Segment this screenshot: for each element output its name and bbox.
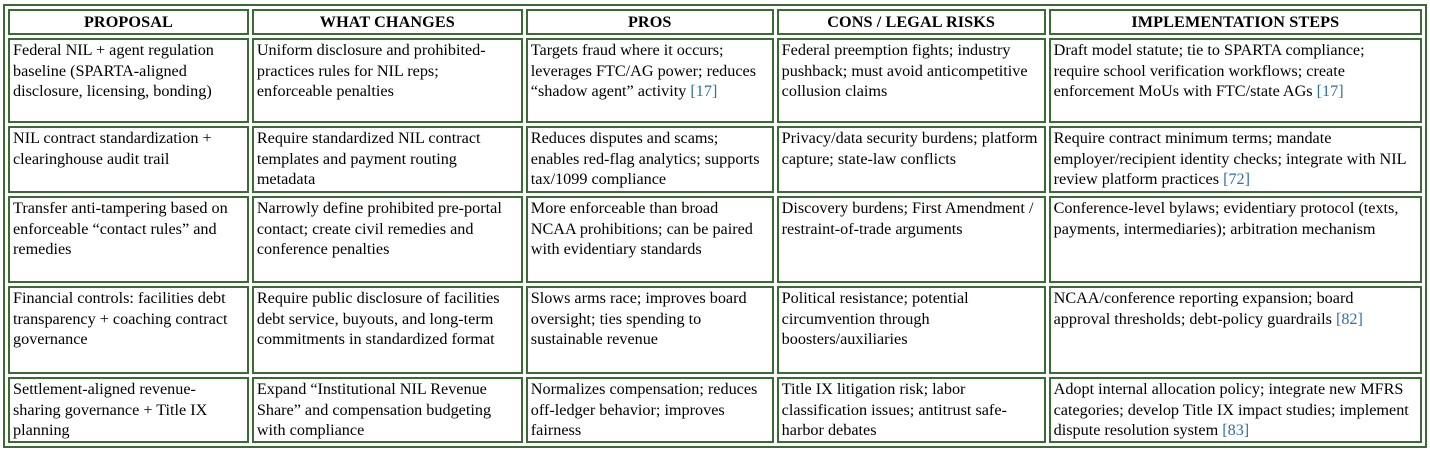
cell-text: Reduces disputes and scams; enables red-flag analytics; supports tax/1099 compliance: [530, 129, 760, 188]
cell-what-changes: [252, 126, 523, 193]
policy-proposals-table: [3, 4, 1427, 448]
citation-link[interactable]: [72]: [1223, 170, 1251, 188]
cell-text: NCAA/conference reporting expansion; board approval thresholds; debt-policy guardrails: [1053, 289, 1354, 328]
cell-what-changes: [252, 196, 523, 283]
cell-text: Privacy/data security burdens; platform capture; state-law conflicts: [781, 129, 1038, 168]
cell-cons: [777, 126, 1046, 193]
cell-proposal: [8, 377, 249, 443]
cell-cons: [777, 38, 1046, 123]
citation-link[interactable]: [17]: [690, 82, 718, 100]
cell-text: Federal NIL + agent regulation baseline (SPARTA-aligned disclosure, licensing, bonding): [13, 41, 214, 100]
cell-text: Federal preemption fights; industry pushback; must avoid anticompetitive collusion claims: [781, 41, 1028, 100]
header-what-changes: WHAT CHANGES: [252, 9, 523, 35]
cell-cons: [777, 196, 1046, 283]
cell-text: Discovery burdens; First Amendment / restraint-of-trade arguments: [781, 199, 1034, 238]
cell-text: Transfer anti-tampering based on enforceable “contact rules” and remedies: [13, 199, 228, 258]
cell-pros: [526, 196, 774, 283]
cell-text: Require standardized NIL contract templates and payment routing metadata: [256, 129, 481, 188]
header-row: [8, 9, 1422, 35]
cell-what-changes: [252, 286, 523, 374]
cell-cons: [777, 286, 1046, 374]
cell-text: Political resistance; potential circumvention through boosters/auxiliaries: [781, 289, 969, 348]
table-row: [8, 38, 1422, 123]
header-implementation-steps: IMPLEMENTATION STEPS: [1049, 9, 1422, 35]
cell-text: Conference-level bylaws; evidentiary protocol (texts, payments, intermediaries); arbitration mechanism: [1053, 199, 1399, 238]
table-row: [8, 286, 1422, 374]
cell-proposal: [8, 126, 249, 193]
cell-text: Targets fraud where it occurs; leverages FTC/AG power; reduces “shadow agent” activity: [530, 41, 756, 100]
cell-text: More enforceable than broad NCAA prohibitions; can be paired with evidentiary standards: [530, 199, 753, 258]
cell-proposal: [8, 286, 249, 374]
cell-text: Draft model statute; tie to SPARTA compliance; require school verification workflows; create enforcement MoUs with FTC/state AGs: [1053, 41, 1365, 100]
citation-link[interactable]: [17]: [1316, 82, 1344, 100]
cell-text: Adopt internal allocation policy; integrate new MFRS categories; develop Title IX impact studies; implement dispute resolution system: [1053, 380, 1409, 439]
cell-text: Normalizes compensation; reduces off-ledger behavior; improves fairness: [530, 380, 758, 439]
cell-pros: [526, 377, 774, 443]
cell-implementation-steps: [1049, 196, 1422, 283]
table-header: [8, 9, 1422, 35]
cell-text: Settlement-aligned revenue-sharing governance + Title IX planning: [13, 380, 208, 439]
header-pros: PROS: [526, 9, 774, 35]
cell-text: Financial controls: facilities debt transparency + coaching contract governance: [13, 289, 228, 348]
cell-what-changes: [252, 38, 523, 123]
cell-pros: [526, 286, 774, 374]
citation-link[interactable]: [83]: [1222, 421, 1250, 439]
table-body: [8, 38, 1422, 443]
header-cons-legal-risks: CONS / LEGAL RISKS: [777, 9, 1046, 35]
cell-implementation-steps: [1049, 126, 1422, 193]
table-row: [8, 126, 1422, 193]
cell-text: Expand “Institutional NIL Revenue Share” and compensation budgeting with compliance: [256, 380, 492, 439]
cell-what-changes: [252, 377, 523, 443]
cell-pros: [526, 126, 774, 193]
cell-text: NIL contract standardization + clearinghouse audit trail: [13, 129, 212, 168]
table-row: [8, 377, 1422, 443]
cell-implementation-steps: [1049, 38, 1422, 123]
cell-proposal: [8, 38, 249, 123]
cell-pros: [526, 38, 774, 123]
cell-text: Title IX litigation risk; labor classification issues; antitrust safe-harbor debates: [781, 380, 1007, 439]
header-proposal: PROPOSAL: [8, 9, 249, 35]
policy-table-frame: [3, 4, 1427, 448]
cell-text: Require public disclosure of facilities debt service, buyouts, and long-term commitments in standardized format: [256, 289, 500, 348]
cell-implementation-steps: [1049, 377, 1422, 443]
cell-implementation-steps: [1049, 286, 1422, 374]
cell-text: Slows arms race; improves board oversight; ties spending to sustainable revenue: [530, 289, 747, 348]
cell-proposal: [8, 196, 249, 283]
cell-text: Narrowly define prohibited pre-portal contact; create civil remedies and conference penalties: [256, 199, 502, 258]
citation-link[interactable]: [82]: [1335, 309, 1363, 328]
cell-cons: [777, 377, 1046, 443]
cell-text: Require contract minimum terms; mandate employer/recipient identity checks; integrate with NIL review platform practices: [1053, 129, 1406, 188]
cell-text: Uniform disclosure and prohibited-practices rules for NIL reps; enforceable penalties: [256, 41, 486, 100]
table-row: [8, 196, 1422, 283]
